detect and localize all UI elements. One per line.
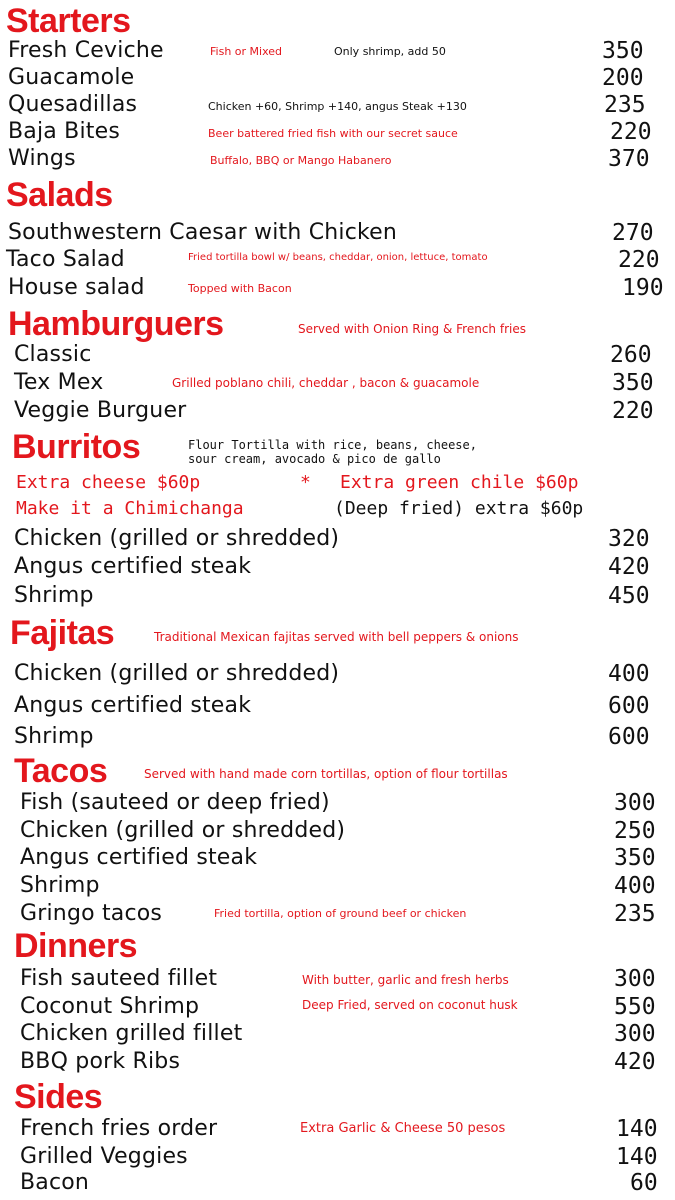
section-title-tacos: Tacos	[14, 752, 108, 790]
item-note: Grilled poblano chili, cheddar , bacon & guacamole	[172, 376, 480, 390]
item-note: Only shrimp, add 50	[334, 45, 446, 58]
menu-item-price: 260	[610, 342, 652, 368]
menu-item-price: 420	[614, 1049, 656, 1075]
menu-item-price: 450	[608, 583, 650, 609]
menu-item-price: 140	[616, 1116, 658, 1142]
menu-item-name: Gringo tacos	[20, 901, 163, 926]
menu-item-name: Shrimp	[14, 724, 94, 749]
item-note: Fried tortilla, option of ground beef or chicken	[214, 907, 467, 920]
menu-item-price: 370	[608, 146, 650, 172]
menu-item-name: Taco Salad	[6, 247, 125, 272]
menu-item-price: 235	[614, 901, 656, 927]
menu-item-price: 300	[614, 1021, 656, 1047]
menu-item-name: Coconut Shrimp	[20, 994, 200, 1019]
section-title-salads: Salads	[6, 176, 113, 214]
menu-item-price: 350	[614, 845, 656, 871]
menu-item-name: Baja Bites	[8, 119, 120, 144]
menu-item-price: 300	[614, 790, 656, 816]
menu-item-name: French fries order	[20, 1116, 218, 1141]
item-note: Beer battered fried fish with our secret sauce	[208, 127, 458, 140]
section-note: Served with hand made corn tortillas, option of flour tortillas	[144, 767, 508, 781]
item-note: Buffalo, BBQ or Mango Habanero	[210, 154, 392, 167]
menu-item-price: 300	[614, 966, 656, 992]
menu-item-name: Angus certified steak	[20, 845, 258, 870]
menu-item-price: 270	[612, 220, 654, 246]
menu-item-name: Shrimp	[14, 583, 94, 608]
menu-item-price: 550	[614, 994, 656, 1020]
menu-item-name: Classic	[14, 342, 92, 367]
menu-item-price: 220	[610, 119, 652, 145]
extra-option: Extra cheese $60p	[16, 472, 201, 493]
menu-item-name: Veggie Burguer	[14, 398, 187, 423]
item-note: Chicken +60, Shrimp +140, angus Steak +130	[208, 100, 467, 113]
section-title-hamburguers: Hamburguers	[8, 305, 224, 343]
menu-item-price: 420	[608, 554, 650, 580]
item-note: With butter, garlic and fresh herbs	[302, 973, 509, 987]
menu-item-name: Chicken (grilled or shredded)	[14, 661, 340, 686]
menu-item-name: House salad	[8, 275, 145, 300]
menu-item-name: Angus certified steak	[14, 693, 252, 718]
menu-item-name: Angus certified steak	[14, 554, 252, 579]
menu-item-name: Fresh Ceviche	[8, 38, 164, 63]
menu-item-name: Fish sauteed fillet	[20, 966, 218, 991]
menu-item-price: 350	[602, 38, 644, 64]
section-title-fajitas: Fajitas	[10, 614, 115, 652]
menu-item-price: 350	[612, 370, 654, 396]
menu-item-price: 250	[614, 818, 656, 844]
menu-item-name: Fish (sauteed or deep fried)	[20, 790, 330, 815]
extra-option: Extra green chile $60p	[340, 472, 579, 493]
menu-item-name: Chicken grilled fillet	[20, 1021, 243, 1046]
section-title-starters: Starters	[6, 2, 131, 40]
menu-item-name: Chicken (grilled or shredded)	[20, 818, 346, 843]
item-note: Extra Garlic & Cheese 50 pesos	[300, 1121, 506, 1136]
item-note: Deep Fried, served on coconut husk	[302, 998, 518, 1012]
menu-item-price: 600	[608, 693, 650, 719]
section-note: Flour Tortilla with rice, beans, cheese,	[188, 438, 477, 452]
menu-item-name: Chicken (grilled or shredded)	[14, 526, 340, 551]
menu-item-price: 400	[614, 873, 656, 899]
menu-item-name: Shrimp	[20, 873, 100, 898]
menu-item-price: 200	[602, 65, 644, 91]
section-note: Served with Onion Ring & French fries	[298, 322, 526, 336]
item-note: Topped with Bacon	[188, 282, 292, 295]
chimichanga-extra: (Deep fried) extra $60p	[334, 498, 584, 519]
menu-item-name: Quesadillas	[8, 92, 138, 117]
menu-item-price: 400	[608, 661, 650, 687]
item-note: Fried tortilla bowl w/ beans, cheddar, onion, lettuce, tomato	[188, 252, 488, 263]
menu-item-name: Grilled Veggies	[20, 1144, 188, 1169]
section-title-dinners: Dinners	[14, 927, 138, 965]
menu-item-price: 140	[616, 1144, 658, 1170]
menu-item-name: BBQ pork Ribs	[20, 1049, 181, 1074]
section-title-sides: Sides	[14, 1078, 103, 1116]
chimichanga-option: Make it a Chimichanga	[16, 498, 244, 519]
menu-item-price: 220	[618, 247, 660, 273]
section-title-burritos: Burritos	[12, 428, 141, 466]
menu-item-price: 320	[608, 526, 650, 552]
menu-item-name: Guacamole	[8, 65, 135, 90]
menu-item-name: Bacon	[20, 1170, 90, 1195]
menu-item-name: Southwestern Caesar with Chicken	[8, 220, 398, 245]
menu-item-price: 220	[612, 398, 654, 424]
extra-separator: *	[300, 472, 311, 493]
menu-item-price: 190	[622, 275, 664, 301]
section-note: sour cream, avocado & pico de gallo	[188, 452, 441, 466]
item-note: Fish or Mixed	[210, 45, 282, 58]
section-note: Traditional Mexican fajitas served with bell peppers & onions	[154, 630, 519, 644]
menu-item-price: 235	[604, 92, 646, 118]
menu-item-name: Tex Mex	[14, 370, 104, 395]
menu-item-price: 60	[630, 1170, 658, 1196]
menu-item-name: Wings	[8, 146, 76, 171]
menu-item-price: 600	[608, 724, 650, 750]
